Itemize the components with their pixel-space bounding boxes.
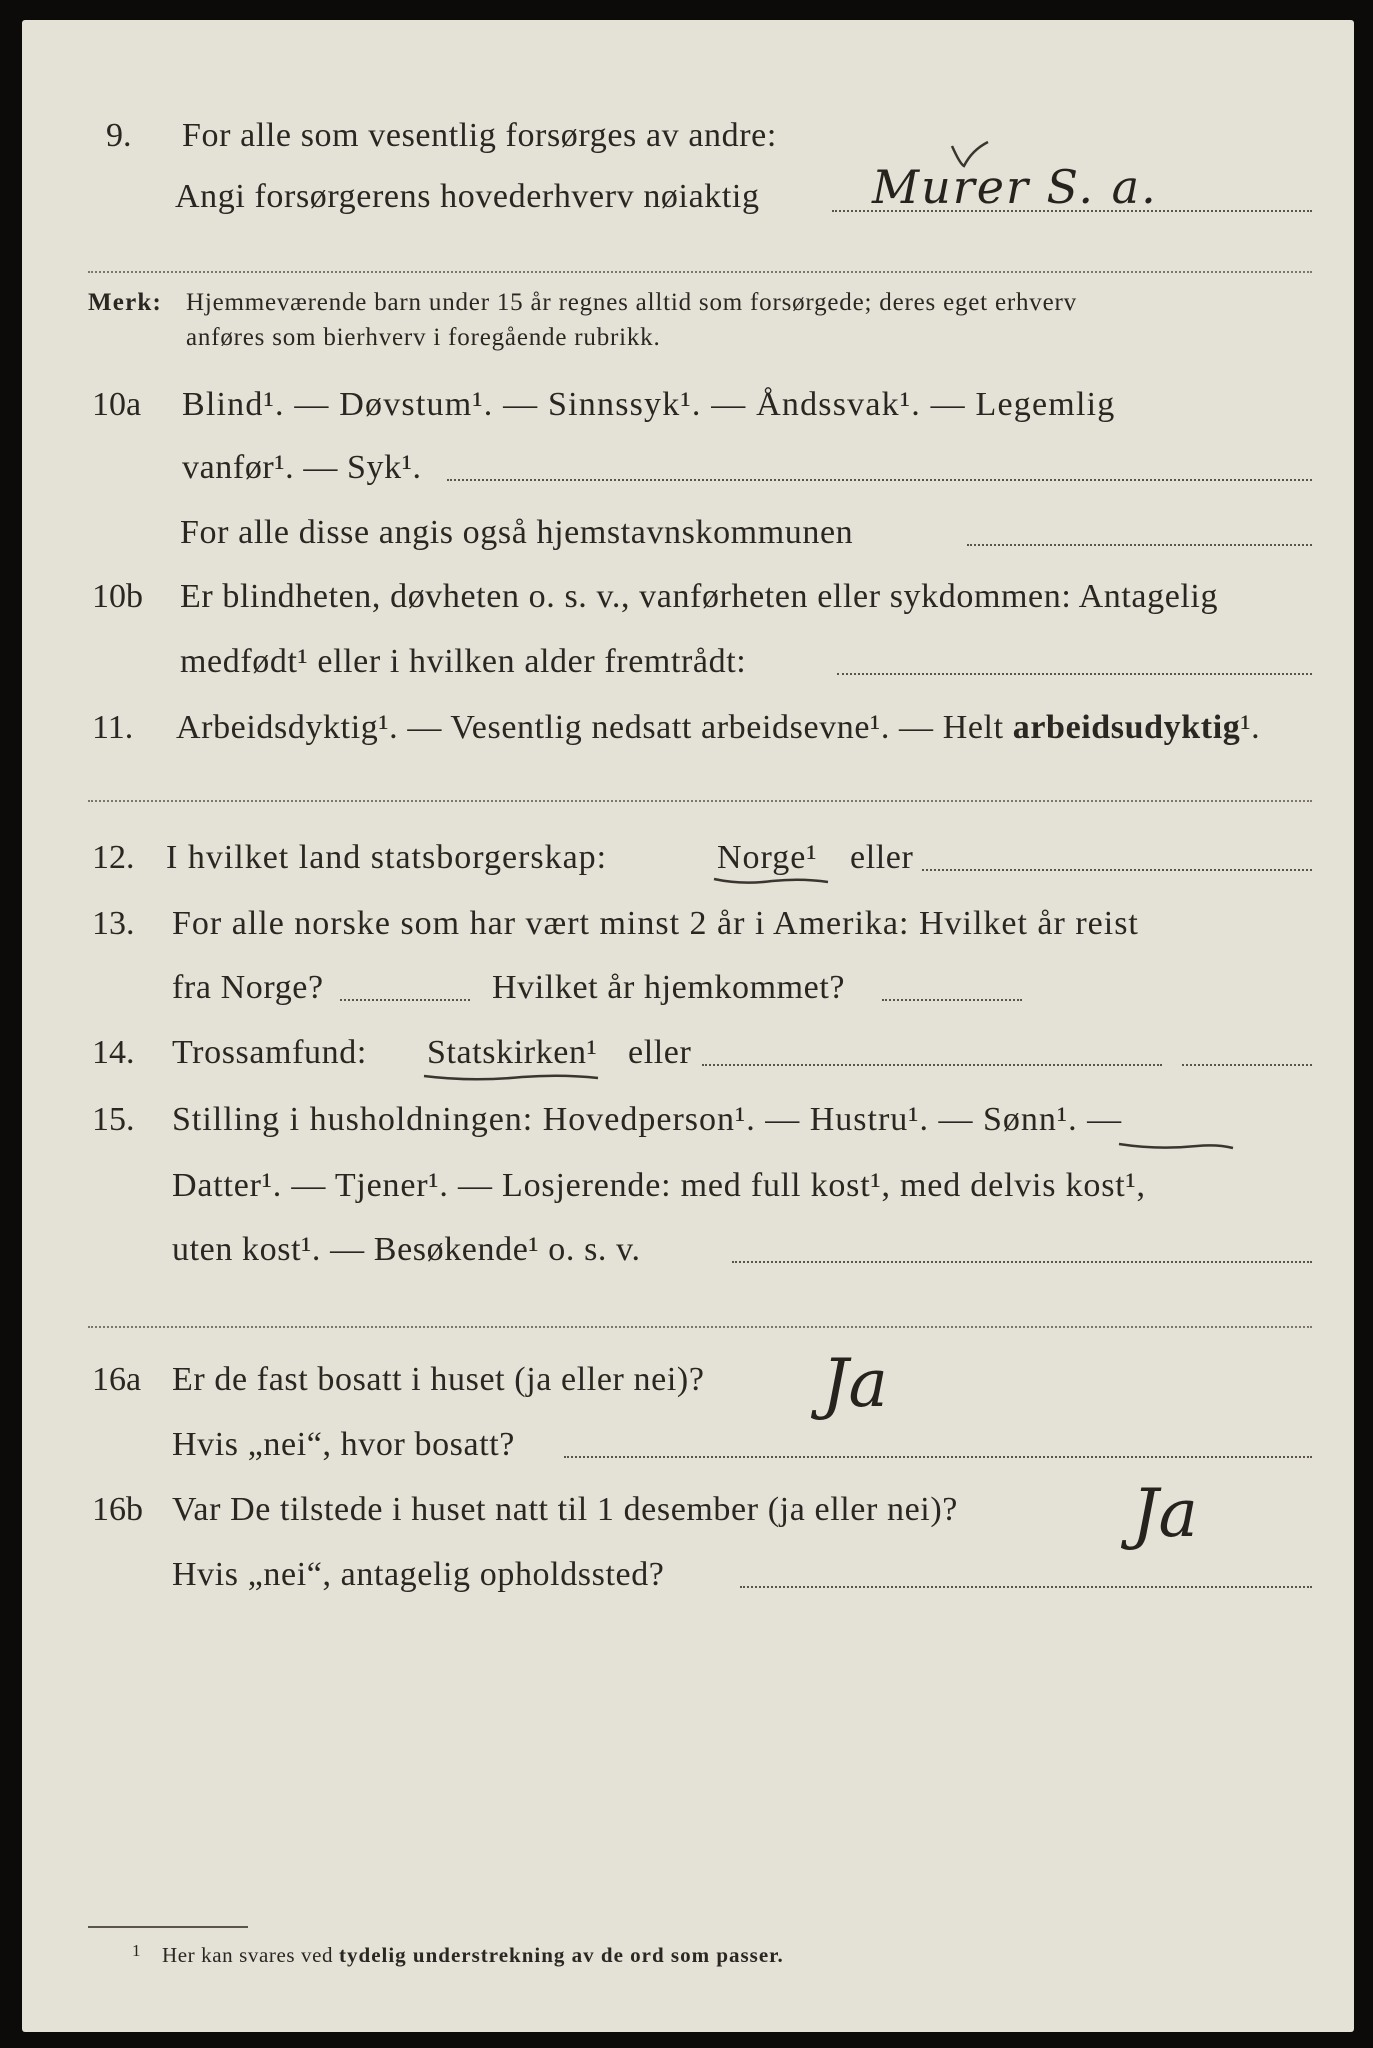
q11-line1 bbox=[176, 708, 1260, 748]
q13-line2-a: fra Norge? bbox=[172, 969, 324, 1006]
q9-line1: For alle som vesentlig forsørges av andre: bbox=[182, 117, 777, 154]
q9-number: 9. bbox=[106, 117, 132, 154]
q10a-line1: Blind¹. — Døvstum¹. — Sinnssyk¹. — Åndssvak¹. — Legemlig bbox=[182, 386, 1116, 423]
q16a-bosatt-dots bbox=[564, 1456, 1312, 1458]
q16b-handwritten-answer: Ja bbox=[1132, 1475, 1198, 1552]
q13-line2-b: Hvilket år hjemkommet? bbox=[492, 969, 846, 1006]
q10b-line1: Er blindheten, døvheten o. s. v., vanførheten eller sykdommen: Antagelig bbox=[180, 578, 1219, 615]
q10a-line2: vanfør¹. — Syk¹. bbox=[182, 449, 422, 486]
q10b-alder-dots bbox=[837, 673, 1312, 675]
q16b-opholdssted-dots bbox=[740, 1586, 1312, 1588]
q13-line1: For alle norske som har vært minst 2 år i Amerika: Hvilket år reist bbox=[172, 905, 1139, 942]
footnote-mark: 1 bbox=[132, 1941, 142, 1960]
footnote-text-b: tydelig understrekning av de ord som passer. bbox=[339, 1943, 784, 1967]
q16a-handwritten-answer: Ja bbox=[822, 1345, 888, 1422]
q10b-number: 10b bbox=[92, 578, 143, 615]
q11-line1-b: arbeidsudyktig bbox=[1012, 709, 1241, 746]
q15-line2: Datter¹. — Tjener¹. — Losjerende: med full kost¹, med delvis kost¹, bbox=[172, 1167, 1146, 1204]
q16b-line1: Var De tilstede i huset natt til 1 desember (ja eller nei)? bbox=[172, 1491, 958, 1528]
q16b-number: 16b bbox=[92, 1491, 143, 1528]
q13-number: 13. bbox=[92, 905, 135, 942]
q13-reist-dots bbox=[340, 999, 470, 1001]
q10a-kommune-dots bbox=[967, 544, 1312, 546]
q15-line3: uten kost¹. — Besøkende¹ o. s. v. bbox=[172, 1231, 641, 1268]
q15-number: 15. bbox=[92, 1101, 135, 1138]
q14-underline-mark bbox=[422, 1070, 602, 1084]
q12-line1: I hvilket land statsborgerskap: bbox=[166, 839, 608, 876]
separator-rule-2 bbox=[88, 800, 1312, 802]
q9-line2: Angi forsørgerens hovederhverv nøiaktig bbox=[175, 178, 760, 215]
q15-line1-a: Stilling i husholdningen: Hovedperson¹. — Hustru¹. — bbox=[172, 1101, 974, 1138]
merk-label: Merk: bbox=[88, 289, 163, 316]
q11-line1-c: ¹. bbox=[1240, 709, 1261, 746]
q12-land-dots bbox=[922, 869, 1312, 871]
census-form-page bbox=[22, 20, 1354, 2032]
separator-rule-1 bbox=[88, 271, 1312, 273]
q15-line1-c: — bbox=[1087, 1101, 1123, 1138]
q12-number: 12. bbox=[92, 839, 135, 876]
q15-son-option: Sønn¹. bbox=[982, 1101, 1078, 1138]
q14-tail: eller bbox=[628, 1034, 692, 1071]
footnote-text bbox=[162, 1942, 784, 1968]
q14-number: 14. bbox=[92, 1034, 135, 1071]
footnote-rule bbox=[88, 1926, 248, 1928]
q16a-number: 16a bbox=[92, 1361, 142, 1398]
q10a-syk-dots bbox=[447, 479, 1312, 481]
q11-line1-a: Arbeidsdyktig¹. — Vesentlig nedsatt arbeidsevne¹. — Helt bbox=[176, 709, 1013, 746]
footnote-text-a: Her kan svares ved bbox=[162, 1943, 340, 1967]
handwritten-tick-mark bbox=[950, 140, 990, 170]
q12-option-norge: Norge¹ bbox=[717, 839, 818, 876]
merk-line1: Hjemmeværende barn under 15 år regnes alltid som forsørgede; deres eget erhverv bbox=[186, 289, 1077, 316]
q14-trossamfund-dots-2 bbox=[1182, 1064, 1312, 1066]
q15-besokende-dots bbox=[732, 1261, 1312, 1263]
q9-handwritten-answer: Murer S. a. bbox=[872, 160, 1158, 214]
q14-label: Trossamfund: bbox=[172, 1034, 367, 1071]
q16a-line1: Er de fast bosatt i huset (ja eller nei)? bbox=[172, 1361, 705, 1398]
merk-line2: anføres som bierhverv i foregående rubrikk. bbox=[186, 324, 661, 351]
q10a-line3: For alle disse angis også hjemstavnskommunen bbox=[180, 514, 854, 551]
q15-line1 bbox=[172, 1100, 1122, 1140]
q10b-line2: medfødt¹ eller i hvilken alder fremtrådt: bbox=[180, 643, 747, 680]
q14-trossamfund-dots bbox=[702, 1064, 1162, 1066]
q12-tail: eller bbox=[850, 839, 914, 876]
q14-option-statskirken: Statskirken¹ bbox=[427, 1034, 598, 1071]
q13-hjemkommet-dots bbox=[882, 999, 1022, 1001]
q12-underline-mark bbox=[712, 875, 832, 887]
q10a-number: 10a bbox=[92, 386, 142, 423]
separator-rule-3 bbox=[88, 1326, 1312, 1328]
q15-underline-mark bbox=[1117, 1140, 1237, 1152]
q16a-line2: Hvis „nei“, hvor bosatt? bbox=[172, 1426, 515, 1463]
q16b-line2: Hvis „nei“, antagelig opholdssted? bbox=[172, 1556, 665, 1593]
q11-number: 11. bbox=[92, 709, 134, 746]
